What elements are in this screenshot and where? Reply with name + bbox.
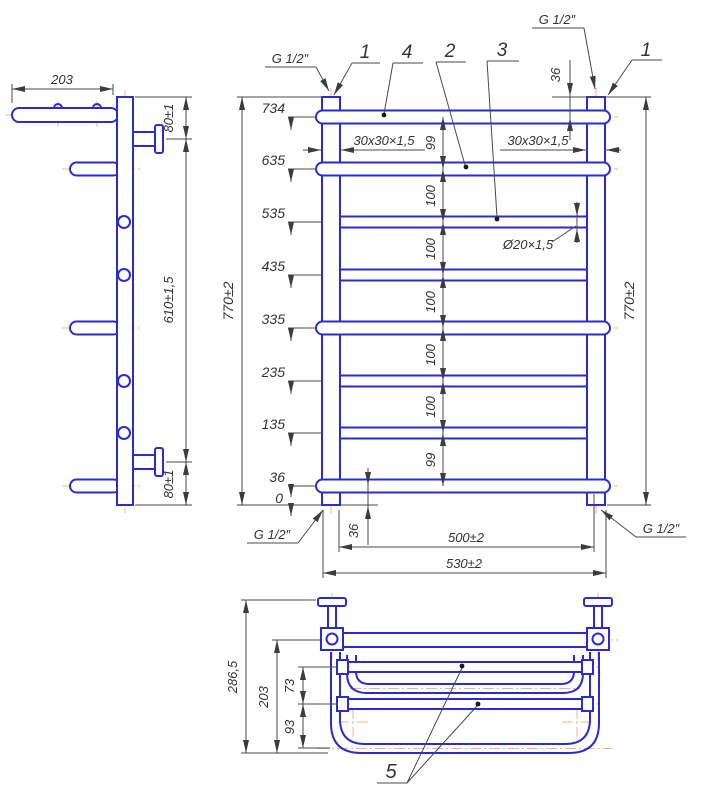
top-view-shelf-bar-1 — [337, 660, 593, 674]
side-vertical-rail — [117, 97, 133, 505]
callout-1-left-text: 1 — [359, 42, 371, 63]
front-left-vertical-tube — [322, 97, 340, 505]
thread-bottom-right-text: G 1/2″ — [642, 521, 680, 536]
callout-3 — [487, 40, 519, 221]
thread-label-top-left — [265, 51, 329, 91]
thread-label-bottom-left — [247, 510, 323, 543]
spacing-100-4: 100 — [423, 344, 438, 366]
side-long-rail-stub-top — [70, 163, 120, 176]
side-view-centerlines — [5, 90, 172, 513]
front-view-centerlines — [310, 88, 618, 514]
spacing-100-1: 100 — [423, 185, 438, 207]
top-view-shelf-bar-2 — [337, 697, 593, 711]
ordinate-0: 0 — [275, 490, 283, 506]
callout-1-right — [608, 40, 662, 95]
spacing-100-5: 100 — [423, 396, 438, 418]
callout-1-right-text: 1 — [640, 40, 652, 61]
front-width-overall-label: 530±2 — [445, 556, 483, 571]
spacing-100-2: 100 — [423, 238, 438, 260]
callout-3-text: 3 — [496, 40, 508, 61]
front-right-vertical-tube — [587, 97, 605, 505]
front-ordinate-labels — [261, 100, 286, 506]
front-profile-left-label: 30x30×1,5 — [353, 133, 415, 148]
callout-1-left — [334, 42, 380, 95]
spacing-100-3: 100 — [423, 291, 438, 313]
front-height-right-label: 770±2 — [621, 281, 637, 321]
side-bottom-offset-label: 80±1 — [161, 469, 176, 499]
side-view — [5, 72, 192, 513]
top-view — [225, 593, 618, 783]
callout-2-text: 2 — [444, 41, 456, 62]
top-view-left-bracket — [318, 598, 346, 628]
front-ordinate-lines — [288, 117, 322, 516]
ordinate-435: 435 — [261, 258, 285, 274]
front-top-inset-label: 36 — [548, 67, 563, 83]
front-view — [220, 12, 686, 578]
side-top-offset-label: 80±1 — [161, 103, 176, 133]
ordinate-36: 36 — [269, 469, 285, 485]
top-view-right-tube-section — [587, 628, 609, 650]
callout-5-text: 5 — [385, 761, 397, 783]
ordinate-635: 635 — [261, 152, 285, 168]
front-width-inner-label: 500±2 — [447, 530, 485, 545]
side-bracket-spacing-label: 610±1,5 — [161, 276, 176, 324]
callout-4 — [382, 42, 423, 117]
thread-label-bottom-right — [601, 510, 686, 537]
front-bottom-inset-label: 36 — [346, 523, 361, 539]
top-bar-spacing-2-label: 93 — [282, 719, 297, 735]
top-view-wall-rail-tube — [343, 633, 587, 647]
callout-5 — [377, 664, 480, 783]
callout-2 — [436, 41, 468, 169]
thread-label-top-right — [532, 12, 595, 89]
ordinate-135: 135 — [261, 416, 285, 432]
spacing-99-top: 99 — [423, 135, 438, 151]
side-long-rail-stub-middle — [70, 322, 120, 335]
side-shelf-tube — [12, 108, 118, 122]
ordinate-335: 335 — [261, 311, 285, 327]
side-wall-bracket-top — [133, 125, 163, 153]
ordinate-235: 235 — [261, 364, 285, 380]
top-view-left-tube-section — [321, 628, 343, 650]
thread-top-right-text: G 1/2″ — [538, 12, 576, 27]
thread-bottom-left-text: G 1/2″ — [253, 527, 291, 542]
front-height-left-label: 770±2 — [220, 281, 236, 321]
front-profile-right-label: 30x30×1,5 — [507, 133, 569, 148]
top-bar-spacing-1-label: 73 — [282, 678, 297, 694]
side-long-rail-stub-bottom — [70, 480, 120, 493]
top-view-dim-shelf-depth — [272, 640, 320, 753]
spacing-99-bottom: 99 — [423, 452, 438, 468]
top-shelf-depth-label: 203 — [256, 686, 271, 708]
thread-top-left-text: G 1/2″ — [271, 51, 309, 66]
side-wall-bracket-bottom — [133, 448, 163, 476]
front-spacing-labels — [423, 136, 438, 467]
top-view-right-bracket — [584, 598, 612, 628]
top-view-dim-bar-spacing-2 — [298, 704, 330, 748]
top-depth-overall-label: 286,5 — [225, 660, 240, 694]
shelf-mid-rail-outer — [347, 655, 583, 693]
ordinate-535: 535 — [261, 205, 285, 221]
front-rail-tube-label: Ø20×1,5 — [502, 237, 554, 252]
callout-4-text: 4 — [401, 42, 413, 63]
ordinate-734: 734 — [261, 100, 285, 116]
side-width-label: 203 — [51, 72, 73, 87]
